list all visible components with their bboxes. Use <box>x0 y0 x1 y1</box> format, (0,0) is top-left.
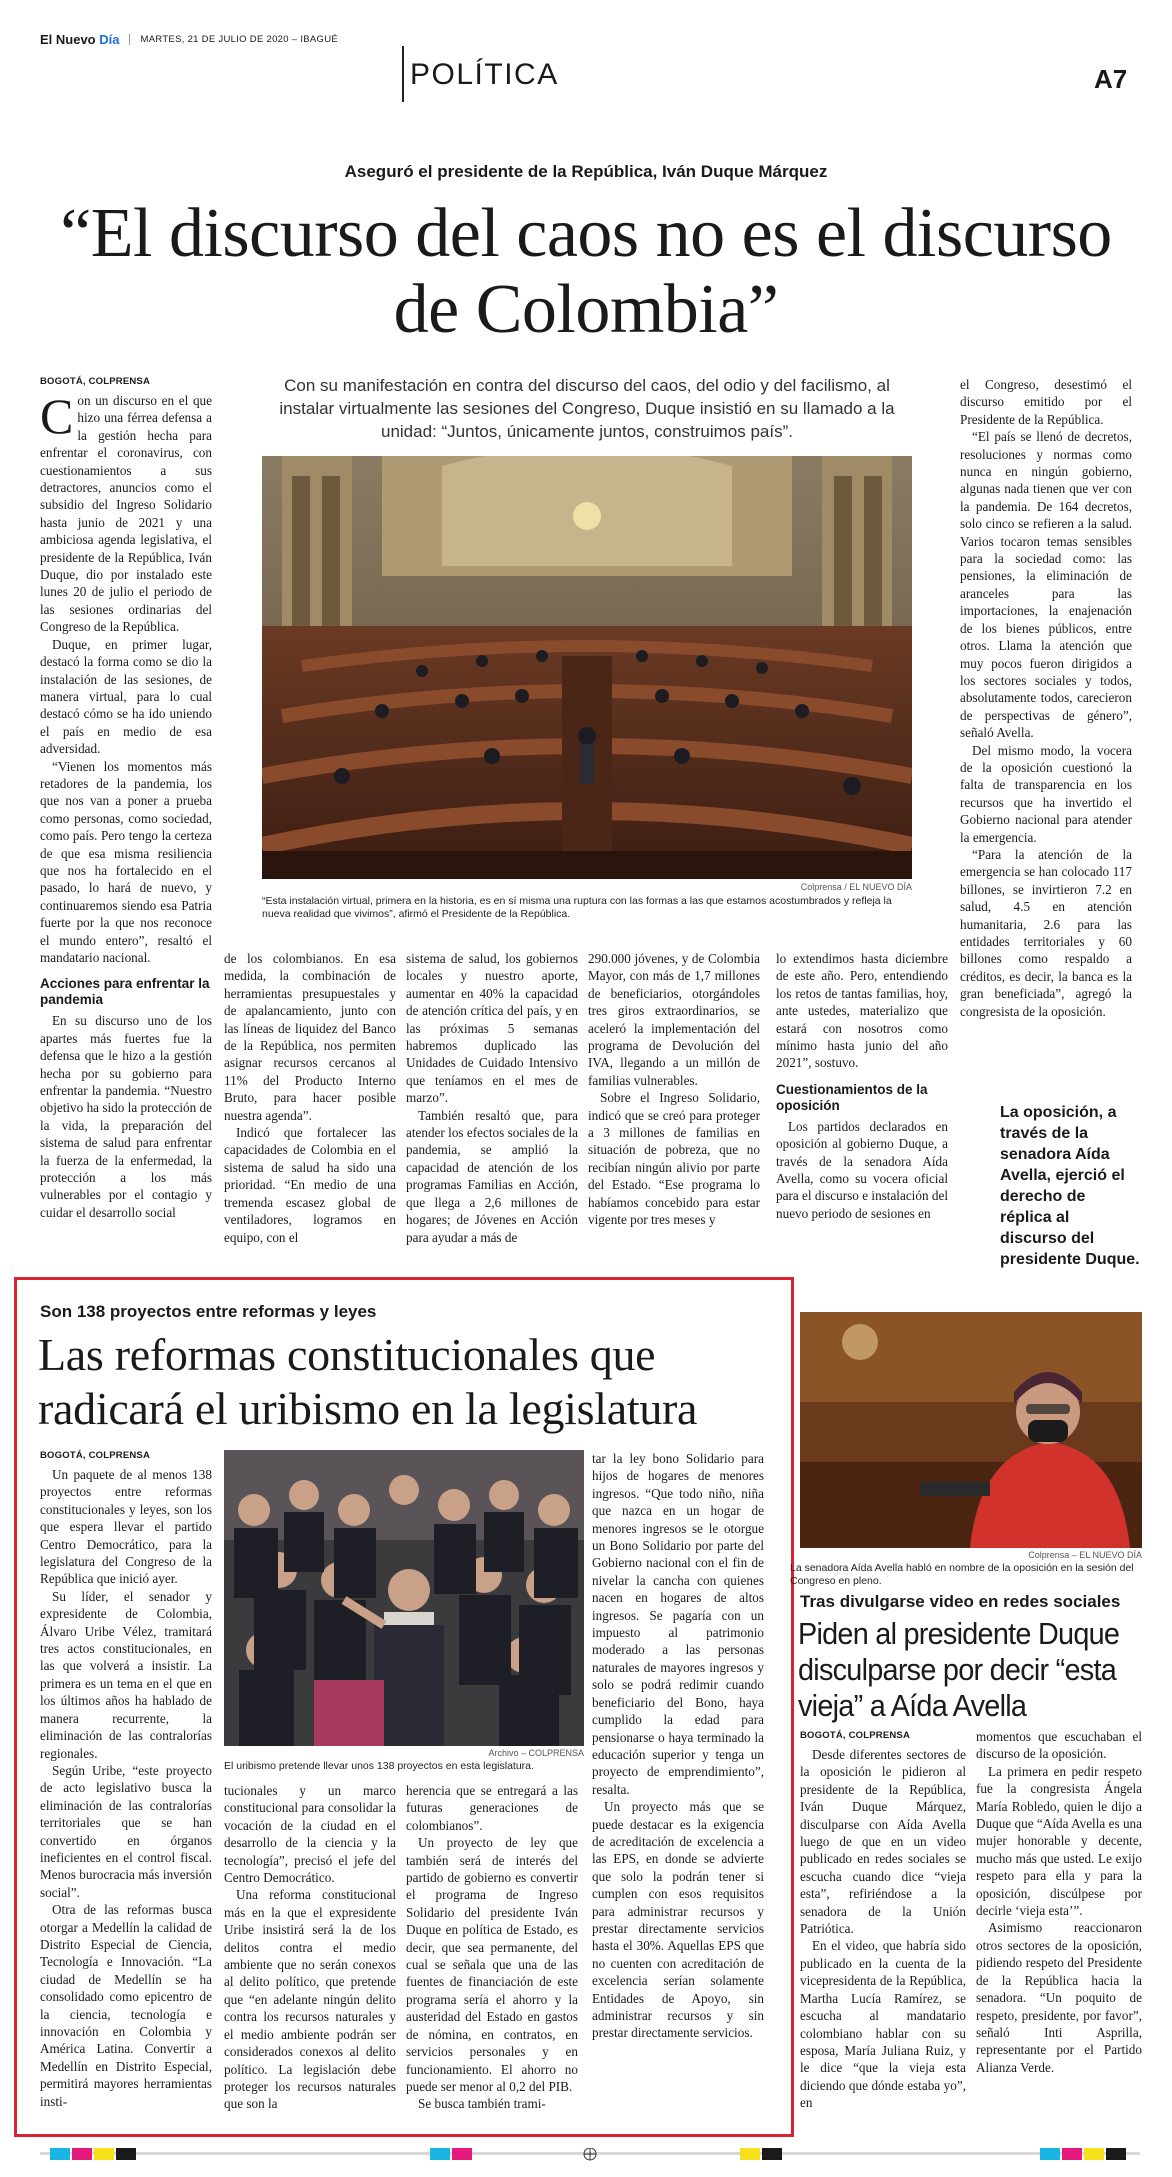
reformas-column-2: tucionales y un marco constitucional para consolidar la vocación de la ciudad en el desarrollo de la ciencia y la tecnología”, precisó el jefe del Centro Democrático. Una reforma constitucional más en la que el expresidente Uribe insistirá será la de los delitos contra el medio ambiente que no serán conexos al delito político, que pretende que “en adelante ningún delito contra los recursos naturales y el medio ambiente podrán ser considerados conexos al delito político. La legislación debe proteger los recursos naturales que son la <box>224 1783 396 2112</box>
main-kicker: Aseguró el presidente de la República, Iván Duque Márquez <box>344 162 828 181</box>
uribe-crowd-photo <box>224 1450 584 1746</box>
reformas-column-4: tar la ley bono Solidario para hijos de hogares de menores ingresos. “Que todo niño, niña que nazca en un hogar de menores ingresos se le otorgue un Bono Solidario por parte del Gobierno nacional con el fin de nivelar la cancha con quienes nacen en hogares de altos ingresos. Se pagaría con un impuesto al patrimonio moderado a las personas naturales de mayores ingresos y solo se podrá redimir cuando beneficiario del Bono, haya cumplido la edad para pensionarse o haya terminado la educación superior y tenga un proyecto de emprendimiento”, resalta. Un proyecto más que se puede destacar es la exigencia de acreditación de excelencia a las EPS, en donde se advierte que solo la podrán tener si cumplen con esos requisitos para administrar recursos y prestar directamente servicios hasta el 30%. Aquellas EPS que no cuenten con acreditación de excelencia serían solamente Entidades de Apoyo, sin administrar recursos y sin prestar directamente servicios. <box>592 1451 764 2041</box>
congress-chamber-photo <box>262 456 912 879</box>
uribe-photo-caption: El uribismo pretende llevar unos 138 proyectos en esta legislatura. <box>224 1760 534 1772</box>
main-byline: BOGOTÁ, COLPRENSA <box>40 376 151 387</box>
subhead-cuestionamientos: Cuestionamientos de la oposición <box>776 1081 928 1113</box>
main-headline: “El discurso del caos no es el discurso de Colombia” <box>60 195 1112 348</box>
aida-avella-photo <box>800 1312 1142 1548</box>
pull-quote: La oposición, a través de la senadora Aída Avella, ejerció el derecho de réplica al discurso del presidente Duque. <box>1000 1104 1140 1268</box>
main-column-2: de los colombianos. En esa medida, la combinación de herramientas presupuestales y de apalancamiento, junto con las líneas de liquidez del Banco de la República, nos permiten asignar recursos cercanos al 11% del Producto Interno Bruto, para hacer posible nuestra agenda”. Indicó que fortalecer las capacidades de Colombia en el sistema de salud ha sido una prioridad. “En medio de una tremenda escasez global de ventiladores, logramos en equipo, con el <box>224 951 396 1245</box>
main-photo-caption: “Esta instalación virtual, primera en la historia, es en sí misma una ruptura con las formas a las que estamos acostumbrados y refleja la nueva realidad que vivimos”, afirmó el Presidente de la República. <box>262 895 892 920</box>
reformas-kicker: Son 138 proyectos entre reformas y leyes <box>40 1302 377 1321</box>
section-title: POLÍTICA <box>410 58 559 91</box>
reformas-headline: Las reformas constitucionales que radicará el uribismo en la legislatura <box>38 1329 698 1434</box>
reformas-column-1: Un paquete de al menos 138 proyectos entre reformas constitucionales y leyes, son los que espera llevar el partido Centro Democrático, para la legislatura del Congreso de la República que inició ayer. Su líder, el senador y expresidente de Colombia, Álvaro Uribe Vélez, tramitará tres actos constitucionales, en las que volverá a insistir. La primera es un tema en el que en los últimos años ha hablado de manera recurrente, la eliminación de las contralorías regionales. Según Uribe, “este proyecto de acto legislativo busca la eliminación de las contralorías territoriales que se han convertido en órganos ineficientes en el control fiscal. Menos burocracia más inversión social”. Otra de las reformas busca otorgar a Medellín la calidad de Distrito Especial de Ciencia, Tecnología e Innovación. “La ciudad de Medellín se ha consolidado como epicentro de la ciencia, tecnología e innovación en Colombia y América Latina. Convertir a Medellín en Distrito Especial, permitirá mayores herramientas insti- <box>40 1467 212 2109</box>
section-divider <box>402 46 404 102</box>
main-photo-credit: Colprensa / EL NUEVO DÍA <box>800 882 912 892</box>
avella-column-1: Desde diferentes sectores de la oposición le pidieron al presidente de la República, Iván Duque Márquez, disculparse con Aída Avella luego de que en un video publicado en redes sociales se escucha cuando dice “vieja esta”, refiriéndose a la senadora de la Unión Patriótica. En el video, que habría sido publicado en la cuenta de la vicepresidenta de la República, Martha Lucía Ramírez, se escucha al mandatario colombiano hablar con su esposa, María Juliana Ruiz, y le dice “que la vieja esta diciendo que dónde estaba yo”, en <box>800 1747 966 2111</box>
avella-byline: BOGOTÁ, COLPRENSA <box>800 1730 911 1741</box>
main-summary: Con su manifestación en contra del discurso del caos, del odio y del facilismo, al instalar virtualmente las sesiones del Congreso, Duque insistió en su llamado a la unidad: “Juntos, únicamente juntos, construimos país”. <box>279 376 895 441</box>
reformas-column-3: herencia que se entregará a las futuras generaciones de colombianos”. Un proyecto de ley que también será de interés del partido de gobierno es convertir el programa de Ingreso Solidario del presidente Iván Duque en política de Estado, es decir, que sea permanente, del cual se señala que una de las fuentes de financiación de este programa sería el ahorro y la austeridad del Estado en gastos de nómina, en contratos, en servicios personales y en funcionamiento. El ahorro no puede ser menor al 0,2 del PIB. Se busca también trami- <box>406 1783 578 2112</box>
avella-kicker: Tras divulgarse video en redes sociales <box>800 1592 1121 1611</box>
subhead-acciones: Acciones para enfrentar la pandemia <box>40 976 210 1008</box>
main-column-4: 290.000 jóvenes, y de Colombia Mayor, con más de 1,7 millones de beneficiarios, otorgándoles tres giros extraordinarios, se aceleró la implementación del programa de Devolución del IVA, llegando a un millón de familias vulnerables. Sobre el Ingreso Solidario, indicó que se creó para proteger a 3 millones de familias en situación de pobreza, que no recibían ningún alivio por parte del Estado. “Ese programa lo habíamos concebido para estar vigente por tres meses y <box>588 951 760 1228</box>
reformas-byline: BOGOTÁ, COLPRENSA <box>40 1450 151 1461</box>
main-column-6: el Congreso, desestimó el discurso emitido por el Presidente de la República. “El país se llenó de decretos, resoluciones y normas como nunca en ningún gobierno, algunas nada tienen que ver con la pandemia. De 164 decretos, solo cinco se refieren a la salud. Varios tocaron temas sensibles para la sociedad como: las pensiones, la eliminación de aranceles para las importaciones, la enajenación de los bienes públicos, entre otros. Llama la atención que muy pocos fueron dirigidos a los sectores sociales y todos, absolutamente todos, carecieron de perspectivas de género”, señaló Avella. Del mismo modo, la vocera de la oposición cuestionó la falta de transparencia en los recursos que ha invertido el Gobierno nacional para atender la emergencia. “Para la atención de la emergencia se han colocado 117 billones, se invirtieron 7.2 en salud, 4.5 en atención humanitaria, 2.6 para las entidades territoriales y 60 billones como respaldo a créditos, es decir, la banca es la gran beneficiada”, agregó la congresista de la oposición. <box>960 377 1132 1019</box>
main-column-3: sistema de salud, los gobiernos locales y nuestro aporte, aumentar en 40% la capacidad de atención crítica del país, y en las próximas 5 semanas habremos duplicado las Unidades de Cuidado Intensivo que teníamos en el mes de marzo”. También resaltó que, para atender los efectos sociales de la pandemia, se amplió la capacidad de atención de los programas Familias en Acción, que llega a 2,6 millones de hogares; de Jóvenes en Acción para ayudar a más de <box>406 951 578 1245</box>
uribe-photo-credit: Archivo – COLPRENSA <box>488 1748 584 1758</box>
drop-cap: C <box>40 388 74 444</box>
avella-photo-credit: Colprensa – EL NUEVO DÍA <box>1028 1550 1142 1560</box>
avella-photo-caption: La senadora Aída Avella habló en nombre de la oposición en la sesión del Congreso en pleno. <box>790 1562 1134 1587</box>
main-column-1: Con un discurso en el que hizo una férrea defensa a la gestión hecha para enfrentar el coronavirus, con cuestionamientos a sus detractores, anuncios como el subsidio del Ingreso Solidario hasta junio de 2021 y una ambiciosa agenda legislativa, el presidente de la República, Iván Duque, dio por instalado este lunes 20 de julio el periodo de las sesiones ordinarias del Congreso de la República. Duque, en primer lugar, destacó la forma como se dio la instalación de las sesiones, de manera virtual, para lo cual destacó cómo se ha ido uniendo el país en medio de esa adversidad. “Vienen los momentos más retadores de la pandemia, los que nos van a poner a prueba como personas, como sociedad, como país. Pero tengo la certeza de que esa misma resiliencia que nos ha fortalecido en el pasado, lo hará de nuevo, y continuaremos siendo esa Patria fuerte por la que nos reconoce el mundo entero”, resaltó el mandatario nacional. Acciones para enfrentar la pandemia En su discurso uno de los apartes más fuertes fue la defensa que le hizo a la gestión hecha por su gobierno para enfrentar la pandemia. “Nuestro objetivo ha sido la protección de la vida, la preparación del sistema de salud para enfrentar la fuerza de la enfermedad, la protección a los más vulnerables por el contagio y cuidar el desarrollo social <box>40 388 212 1220</box>
avella-headline: Piden al presidente Duque disculparse por decir “esta vieja” a Aída Avella <box>798 1616 1120 1723</box>
dateline: MARTES, 21 DE JULIO DE 2020 – IBAGUÉ <box>129 34 338 45</box>
page-number: A7 <box>1094 64 1128 94</box>
print-registration-marks <box>40 2148 1140 2162</box>
main-column-5: lo extendimos hasta diciembre de este año. Pero, entendiendo los retos de tantas familias, hoy, ante ustedes, materializo que estará con nosotros como mínimo hasta junio del año 2021”, sostuvo. Cuestionamientos de la oposición Los partidos declarados en oposición al gobierno Duque, a través de la senadora Aída Avella, como su vocera oficial para el discurso e instalación del nuevo periodo de sesiones en <box>776 951 948 1221</box>
avella-column-2: momentos que escuchaban el discurso de la oposición. La primera en pedir respeto fue la congresista Ángela María Robledo, quien le dijo a Duque que “Aída Avella es una mujer honorable y decente, mucho más que usted. Le exijo respeto para ella y para la oposición, discúlpese por decirle ‘vieja esta’”. Asimismo reaccionaron otros sectores de la oposición, pidiendo respeto del Presidente de la República hacia la senadora. “Un poquito de respeto, presidente, por favor”, señaló Inti Asprilla, representante por el Partido Alianza Verde. <box>976 1729 1142 2075</box>
masthead <box>40 28 338 50</box>
newspaper-logo[interactable]: El Nuevo Día <box>40 31 120 47</box>
